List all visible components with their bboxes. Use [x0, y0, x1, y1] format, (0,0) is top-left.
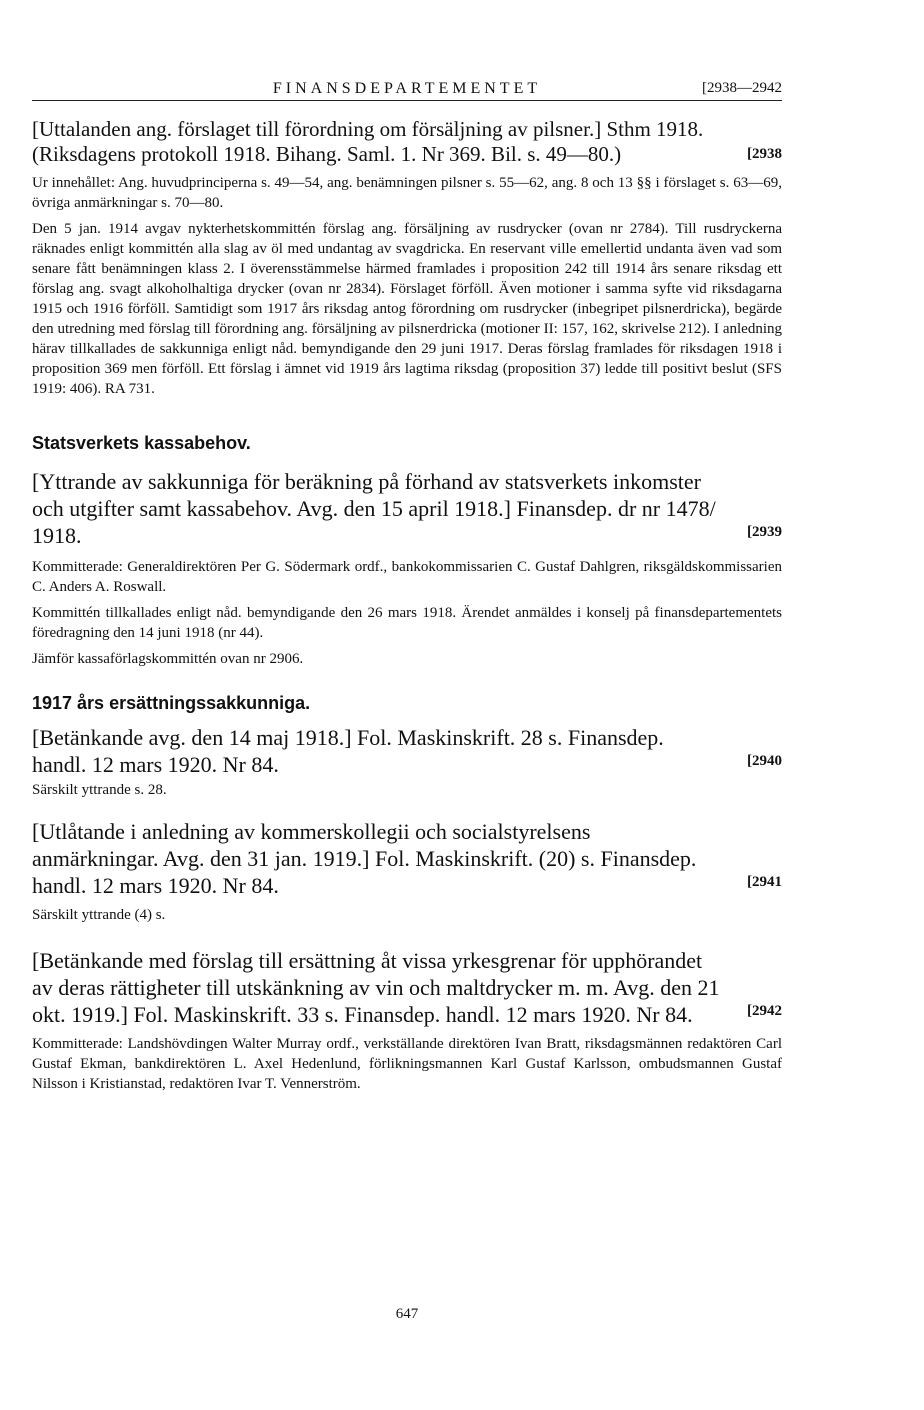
entry-2941-number: [2941 [747, 874, 782, 890]
running-head-range: [2938—2942 [702, 80, 782, 96]
entry-2938-body: Den 5 jan. 1914 avgav nykterhetskommittén förslag ang. försäljning av rusdrycker (ovan nr 2784). Till rusdryckerna räknades enligt kommittén alla slag av öl med undantag av svagdricka. En reservant ville emellertid undanta även vad som senare fått benämningen klass 2. I överensstämmelse härmed framlades i proposition 242 till 1914 års senare riksdag ett förslag ang. svagt alkoholhaltiga drycker (ovan nr 2834). Förslaget förföll. Även motioner i samma syfte vid riksdagarna 1915 och 1916 förföll. Samtidigt som 1917 års riksdag antog förordning om rusdrycker (inbegripet pilsnerdricka), begärde den utredning med förslag till förordning ang. försäljning av pilsnerdricka (motioner II: 157, 162, skrivelse 212). I anledning härav tillkallades de sakkunniga enligt nåd. bemyndigande den 29 juni 1917. Deras förslag framlades för riksdagen 1918 i proposition 369 men förföll. Ett förslag i ämnet vid 1919 års lagtima riksdag (proposition 37) ledde till positivt beslut (SFS 1919: 406). RA 731. [32, 221, 782, 397]
running-head [32, 70, 782, 101]
entry-2939-committee: Kommitterade: Generaldirektören Per G. Södermark ordf., bankokommissarien C. Gustaf Dahlgren, riksgäldskommissarien C. Anders A. Roswall. [32, 559, 782, 595]
entry-2939-appointed: Kommittén tillkallades enligt nåd. bemyndigande den 26 mars 1918. Ärendet anmäldes i konselj på finansdepartementets föredragning den 14 juni 1918 (nr 44). [32, 605, 782, 641]
entry-2941-note: Särskilt yttrande (4) s. [32, 907, 166, 923]
entry-2938 [32, 117, 782, 399]
page-number: 647 [395, 1306, 419, 1322]
section-heading-statsverkets-kassabehov: Statsverkets kassabehov. [32, 433, 251, 453]
document-page [32, 70, 782, 1322]
entry-2942 [32, 947, 782, 1094]
entry-2942-committee: Kommitterade: Landshövdingen Walter Murray ordf., verkställande direktören Ivan Bratt, riksdagsmännen redaktören Carl Gustaf Ekman, bankdirektören L. Axel Hedenlund, förlikningsmannen Karl Gustaf Karlsson, ombudsmannen Gustaf Nilsson i Kristianstad, redaktören Ivar T. Vennerström. [32, 1036, 782, 1092]
running-head-title: FINANSDEPARTEMENTET [272, 80, 542, 97]
entry-2938-title: [Uttalanden ang. förslaget till förordning om försäljning av pilsner.] Sthm 1918. (Riksdagens protokoll 1918. Bihang. Saml. 1. Nr 369. Bil. s. 49—80.) [32, 117, 704, 166]
entry-2938-number: [2938 [747, 146, 782, 162]
entry-2940-note: Särskilt yttrande s. 28. [32, 782, 167, 798]
entry-2939-compare: Jämför kassaförlagskommittén ovan nr 2906. [32, 651, 304, 667]
entry-2942-number: [2942 [747, 1003, 782, 1019]
entry-2940-number: [2940 [747, 753, 782, 769]
entry-2938-contents: Ur innehållet: Ang. huvudprinciperna s. 49—54, ang. benämningen pilsner s. 55—62, ang. 8 och 13 §§ i förslaget s. 63—69, övriga anmärkningar s. 70—80. [32, 175, 782, 211]
entry-2939-title: [Yttrande av sakkunniga för beräkning på förhand av statsverkets inkomster och utgifter samt kassabehov. Avg. den 15 april 1918.] Finansdep. dr nr 1478/ 1918. [32, 469, 716, 548]
entry-2940 [32, 724, 782, 800]
entry-2942-title: [Betänkande med förslag till ersättning åt vissa yrkesgrenar för upphörandet av deras rättigheter till utskänkning av vin och maltdrycker m. m. Avg. den 21 okt. 1919.] Fol. Maskinskrift. 33 s. Finansdep. handl. 12 mars 1920. Nr 84. [32, 948, 720, 1027]
entry-2939 [32, 468, 782, 669]
entry-2940-title: [Betänkande avg. den 14 maj 1918.] Fol. Maskinskrift. 28 s. Finansdep. handl. 12 mars 1920. Nr 84. [32, 725, 664, 777]
entry-2939-number: [2939 [747, 524, 782, 540]
entry-2941 [32, 818, 782, 925]
entry-2941-title: [Utlåtande i anledning av kommerskollegii och socialstyrelsens anmärkningar. Avg. den 31 jan. 1919.] Fol. Maskinskrift. (20) s. Finansdep. handl. 12 mars 1920. Nr 84. [32, 819, 697, 898]
section-heading-ersattningssakkunniga: 1917 års ersättningssakkunniga. [32, 693, 311, 713]
